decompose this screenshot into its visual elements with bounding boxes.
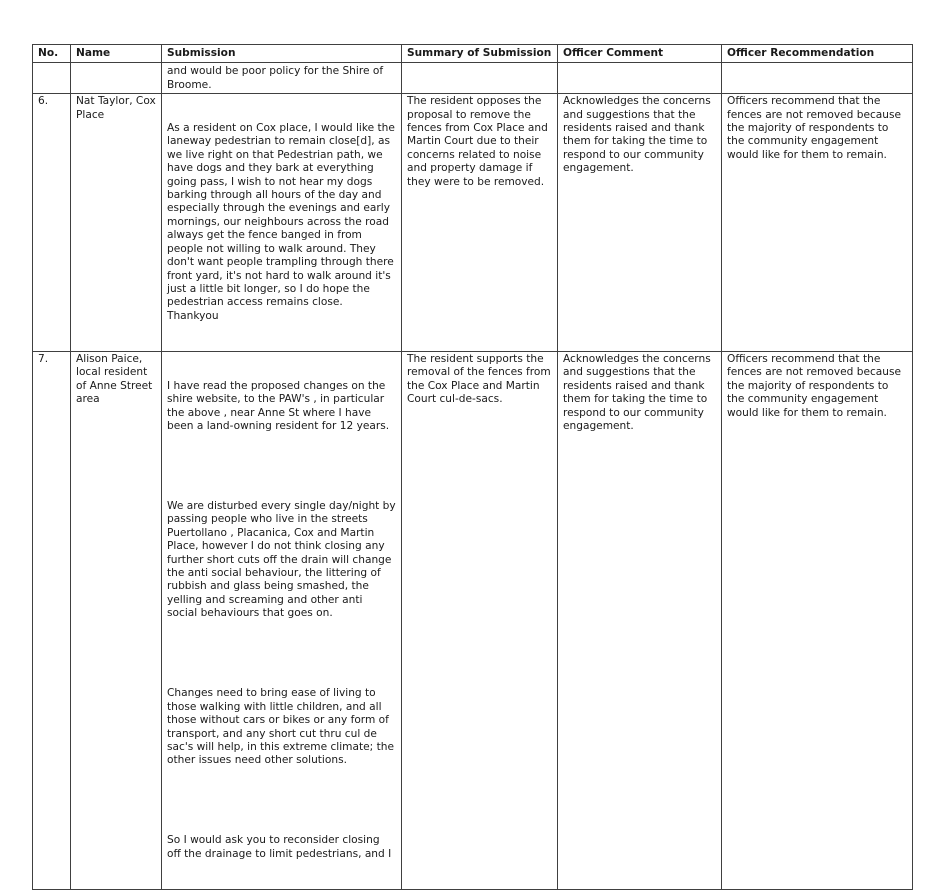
cell-officer-recommendation: Officers recommend that the fences are not removed because the majority of respondents to the community engagement would like for them to remain. [722,94,913,352]
cell-officer-recommendation [722,63,913,94]
cell-officer-recommendation: Officers recommend that the fences are not removed because the majority of respondents to the community engagement would like for them to remain. [722,351,913,889]
submission-paragraph: I have read the proposed changes on the shire website, to the PAW's , in particular the above , near Anne St where I have been a land-owning resident for 12 years. [167,379,390,432]
header-no: No. [33,45,71,63]
header-officer-comment: Officer Comment [558,45,722,63]
header-name: Name [71,45,162,63]
cell-summary [402,63,558,94]
cell-summary: The resident opposes the proposal to remove the fences from Cox Place and Martin Court due to their concerns related to noise and property damage if they were to be removed. [402,94,558,352]
header-submission: Submission [162,45,402,63]
cell-submission: and would be poor policy for the Shire of Broome. [162,63,402,94]
cell-no: 7. [33,351,71,889]
cell-name: Alison Paice, local resident of Anne Street area [71,351,162,889]
submission-paragraph: So I would ask you to reconsider closing off the drainage to limit pedestrians, and I [167,834,392,860]
table-row [33,94,913,352]
cell-submission [162,94,402,352]
table-header-row [33,45,913,63]
cell-officer-comment: Acknowledges the concerns and suggestions that the residents raised and thank them for taking the time to respond to our community engagement. [558,351,722,889]
submissions-table [32,44,913,890]
cell-name: Nat Taylor, Cox Place [71,94,162,352]
submission-paragraph: We are disturbed every single day/night by passing people who live in the streets Puertollano , Placanica, Cox and Martin Place, however I do not think closing any further short cuts off the drain will change the anti social behaviour, the littering of rubbish and glass being smashed, the yelling and screaming and other anti social behaviours that goes on. [167,500,400,620]
cell-submission [162,351,402,889]
cell-summary: The resident supports the removal of the fences from the Cox Place and Martin Court cul-de-sacs. [402,351,558,889]
submission-paragraph: Changes need to bring ease of living to those walking with little children, and all those without cars or bikes or any form of transport, and any short cut thru cul de sac's will help, in this extreme climate; the other issues need other solutions. [167,687,398,767]
cell-name [71,63,162,94]
table-row [33,351,913,889]
cell-no [33,63,71,94]
cell-officer-comment [558,63,722,94]
cell-no: 6. [33,94,71,352]
table-row-continuation [33,63,913,94]
submission-paragraph: As a resident on Cox place, I would like the laneway pedestrian to remain close[d], as we live right on that Pedestrian path, we have dogs and they bark at everything going pass, I wish to not hear my dogs barking through all hours of the day and especially through the evenings and early mornings, our neighbours across the road always get the fence banged in from people not willing to walk around. They don't want people trampling through there front yard, it's not hard to walk around it's just a little bit longer, so I do hope the pedestrian access remains close. Thankyou [167,122,399,322]
cell-officer-comment: Acknowledges the concerns and suggestions that the residents raised and thank them for taking the time to respond to our community engagement. [558,94,722,352]
header-summary: Summary of Submission [402,45,558,63]
header-officer-recommendation: Officer Recommendation [722,45,913,63]
